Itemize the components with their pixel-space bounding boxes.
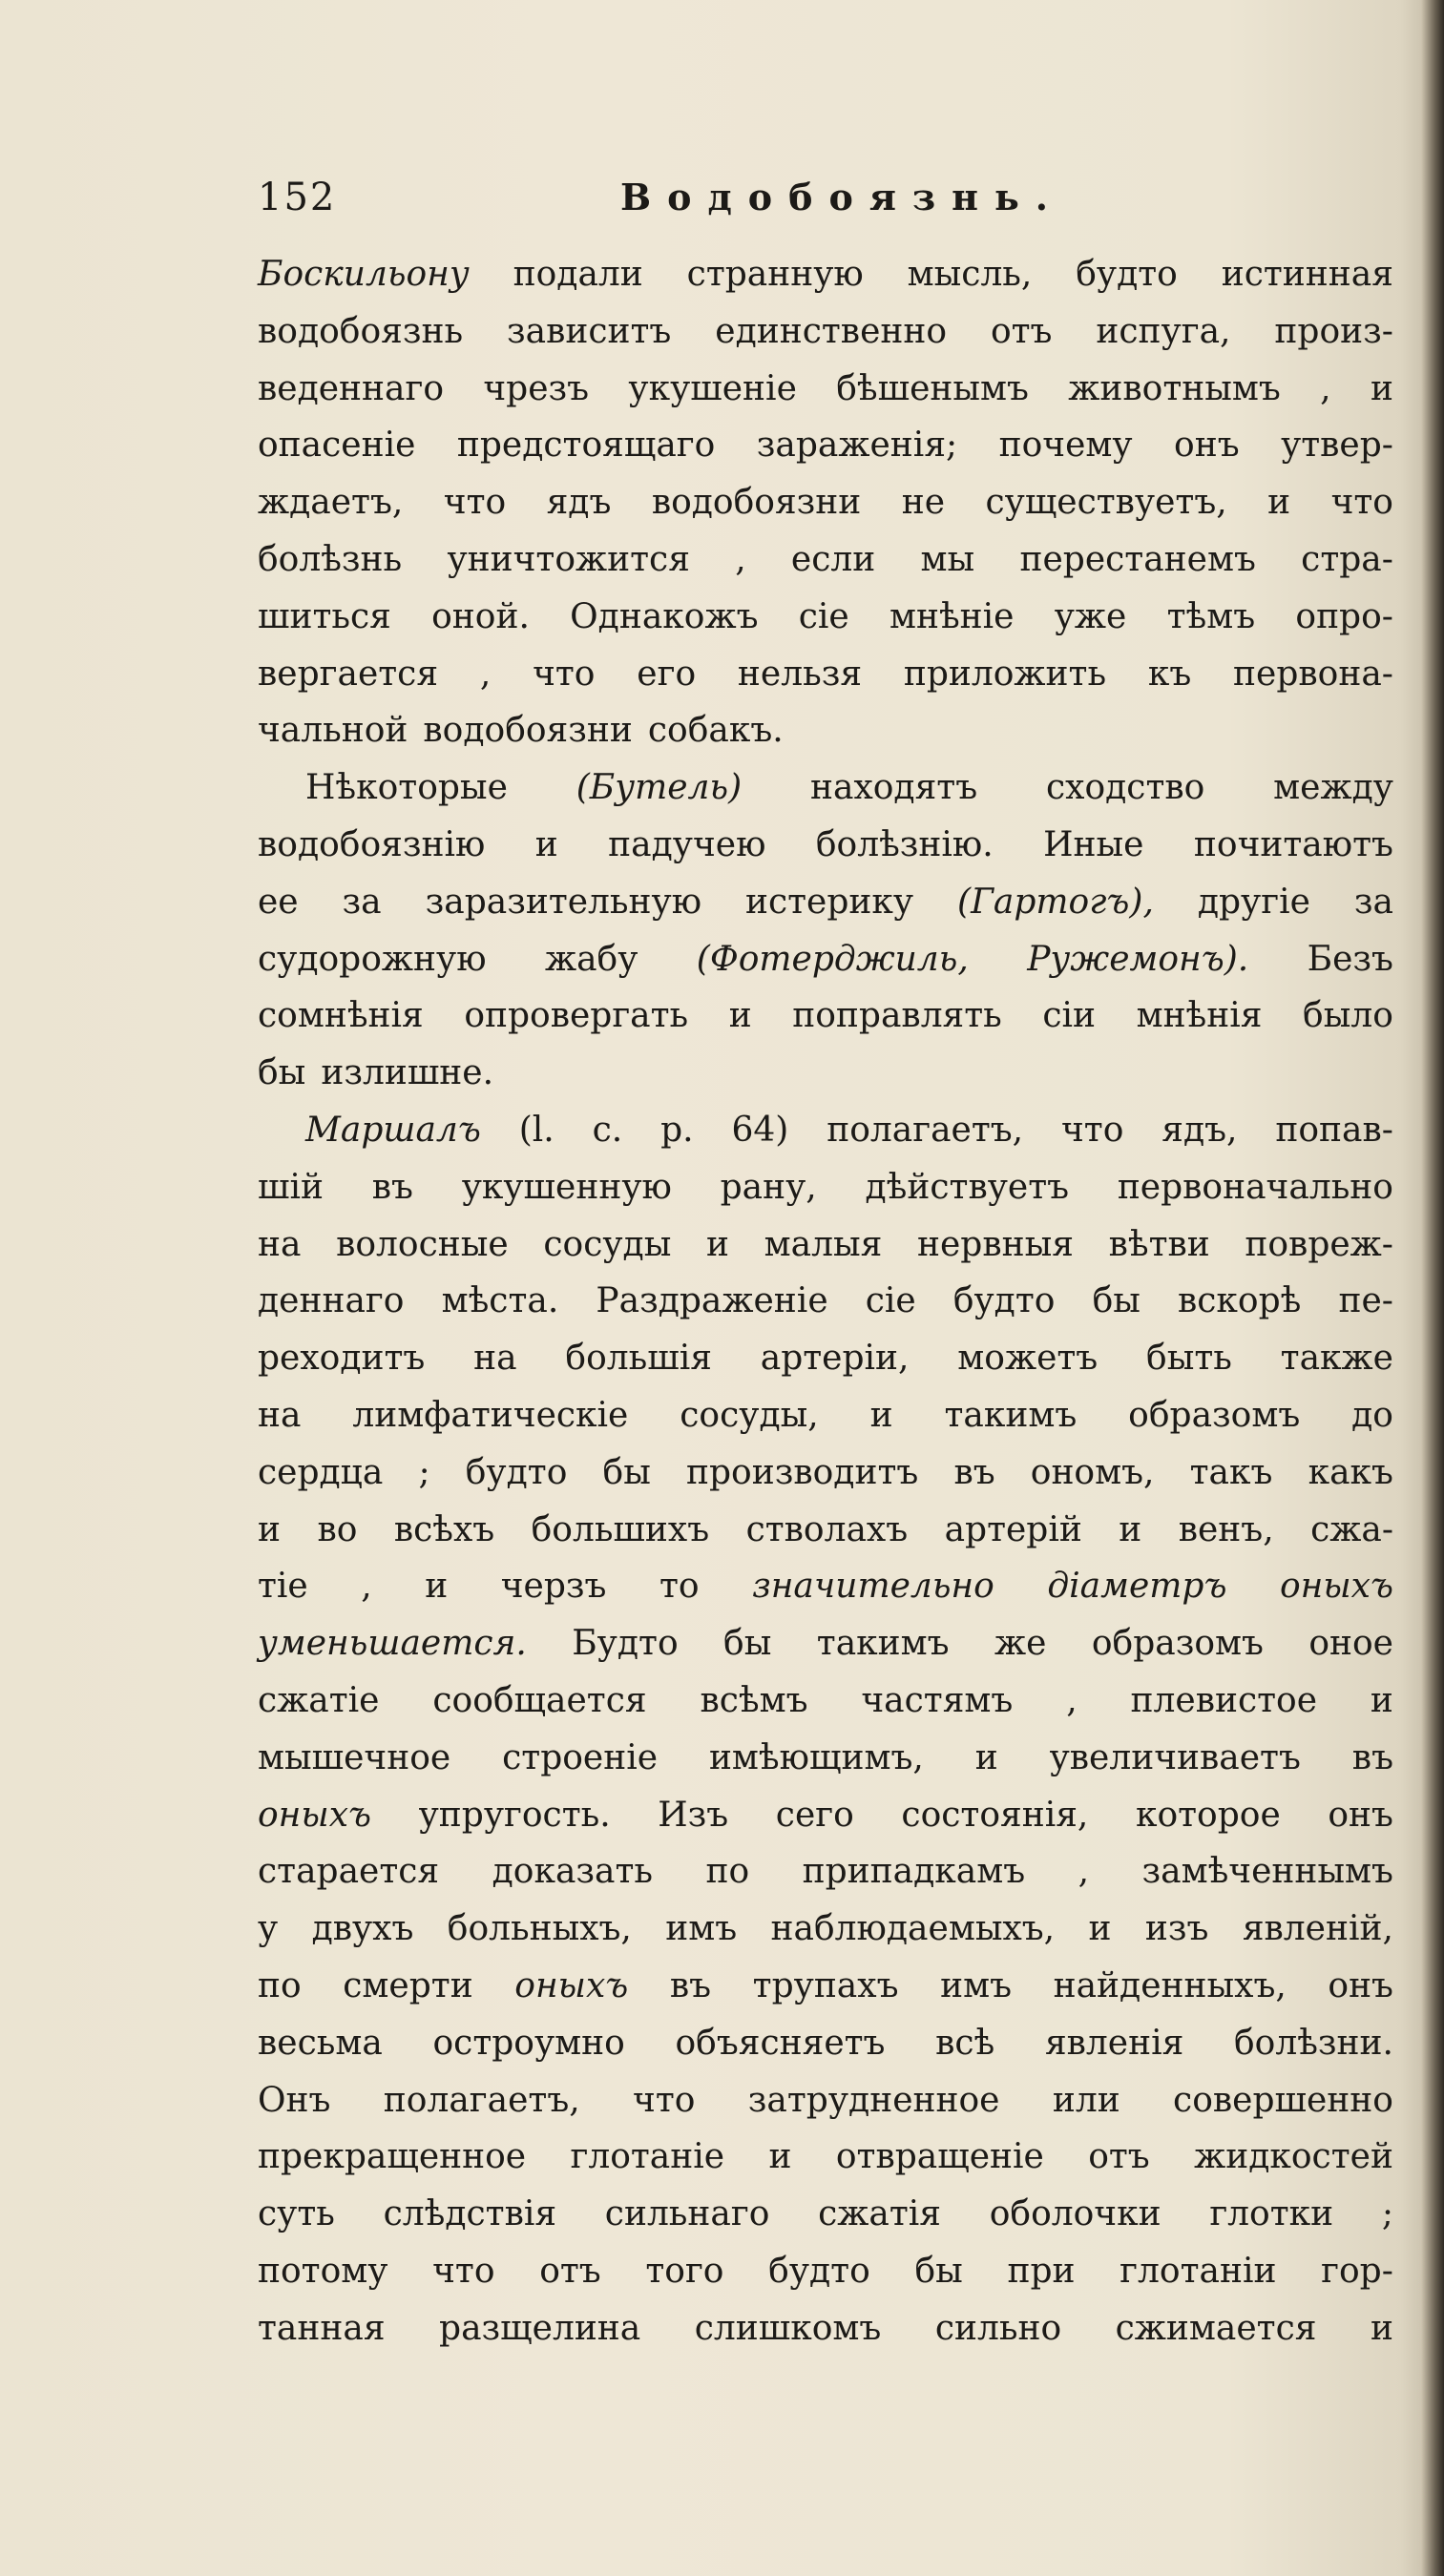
text-line: реходитъ на большія артеріи, можетъ быть также [258, 1339, 1393, 1379]
text-line: Онъ полагаетъ, что затрудненное или совершенно [258, 2080, 1393, 2120]
text-line: уменьшается. Будто бы такимъ же образомъ оное [258, 1624, 1393, 1664]
text-line: танная разщелина слишкомъ сильно сжимается и [258, 2308, 1393, 2348]
text-line: ждаетъ, что ядъ водобоязни не существуетъ, и что [258, 483, 1393, 523]
text-line: и во всѣхъ большихъ стволахъ артерій и венъ, сжа- [258, 1509, 1393, 1549]
text-line: у двухъ больныхъ, имъ наблюдаемыхъ, и изъ явленій, [258, 1909, 1393, 1949]
text-line: потому что отъ того будто бы при глотаніи гор- [258, 2251, 1393, 2291]
body-text [258, 246, 1393, 2357]
text-line: на лимфатическіе сосуды, и такимъ образомъ до [258, 1395, 1393, 1435]
text-line: чальной водобоязни собакъ. [258, 711, 784, 751]
text-line: сомнѣнія опровергать и поправлять сіи мнѣнія было [258, 996, 1393, 1036]
text-line: деннаго мѣста. Раздраженіе сіе будто бы вскорѣ пе- [258, 1281, 1393, 1321]
text-line: опасеніе предстоящаго зараженія; почему онъ утвер- [258, 426, 1393, 466]
page-edge-shadow [1421, 0, 1444, 2576]
text-line: прекращенное глотаніе и отвращеніе отъ жидкостей [258, 2137, 1393, 2177]
text-line: сердца ; будто бы производитъ въ ономъ, такъ какъ [258, 1452, 1393, 1492]
text-line: шій въ укушенную рану, дѣйствуетъ первоначально [258, 1167, 1393, 1207]
text-line: водобоязнію и падучею болѣзнію. Иные почитаютъ [258, 824, 1393, 864]
text-line: судорожную жабу (Фотерджиль, Ружемонъ). Безъ [258, 939, 1393, 979]
page-header [258, 176, 1393, 233]
text-line: водобоязнь зависитъ единственно отъ испуга, произ- [258, 311, 1393, 351]
text-line: Нѣкоторые (Бутель) находятъ сходство между [305, 768, 1393, 808]
running-title: Водобоязнь. [620, 176, 1064, 218]
text-line: вергается , что его нельзя приложить къ первона- [258, 654, 1393, 694]
text-line: весьма остроумно объясняетъ всѣ явленія болѣзни. [258, 2023, 1393, 2063]
text-line: мышечное строеніе имѣющимъ, и увеличиваетъ въ [258, 1737, 1393, 1777]
text-line: бы излишне. [258, 1053, 494, 1093]
text-line: веденнаго чрезъ укушеніе бѣшенымъ животнымъ , и [258, 368, 1393, 408]
page-number: 152 [258, 176, 337, 219]
text-line: сжатіе сообщается всѣмъ частямъ , плевистое и [258, 1680, 1393, 1720]
text-line: на волосные сосуды и малыя нервныя вѣтви повреж- [258, 1224, 1393, 1264]
text-line: старается доказать по припадкамъ , замѣченнымъ [258, 1852, 1393, 1892]
text-line: ее за заразительную истерику (Гартогъ), другіе за [258, 882, 1393, 922]
text-line: оныхъ упругость. Изъ сего состоянія, которое онъ [258, 1795, 1393, 1835]
text-line: тіе , и черзъ то значительно діаметръ оныхъ [258, 1567, 1393, 1607]
text-line: Маршалъ (l. c. p. 64) полагаетъ, что ядъ, попав- [305, 1110, 1393, 1150]
text-line: Боскильону подали странную мысль, будто истинная [258, 255, 1393, 294]
text-line: шиться оной. Однакожъ сіе мнѣніе уже тѣмъ опро- [258, 596, 1393, 636]
text-line: суть слѣдствія сильнаго сжатія оболочки глотки ; [258, 2194, 1393, 2234]
text-line: по смерти оныхъ въ трупахъ имъ найденныхъ, онъ [258, 1965, 1393, 2005]
text-line: болѣзнь уничтожится , если мы перестанемъ стра- [258, 539, 1393, 579]
